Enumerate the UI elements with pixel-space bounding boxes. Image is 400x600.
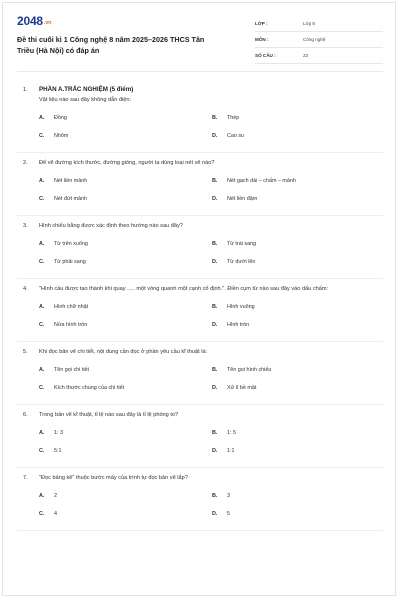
question-body bbox=[39, 405, 383, 467]
option-letter: C. bbox=[39, 133, 45, 139]
question-body bbox=[39, 216, 383, 278]
option-text: 3 bbox=[227, 493, 230, 499]
page-title: Đề thi cuối kì 1 Công nghệ 8 năm 2025–2026 THCS Tân Triều (Hà Nội) có đáp án bbox=[17, 35, 205, 55]
question-number: 3. bbox=[23, 223, 28, 229]
answer-option[interactable] bbox=[39, 364, 212, 382]
question-item bbox=[17, 342, 383, 405]
answer-option[interactable] bbox=[212, 112, 385, 130]
option-letter: D. bbox=[212, 259, 218, 265]
option-text: Từ trái sang bbox=[227, 241, 257, 247]
question-text: "Đọc bảng kê" thuộc bước mấy của trình tự đọc bản vẽ lắp? bbox=[39, 475, 188, 481]
question-number: 4. bbox=[23, 286, 28, 292]
option-letter: D. bbox=[212, 385, 218, 391]
question-list bbox=[17, 80, 383, 531]
exam-meta bbox=[255, 16, 383, 64]
answer-option[interactable] bbox=[39, 301, 212, 319]
option-text: Nét gạch dài – chấm – mảnh bbox=[227, 178, 296, 184]
option-text: Từ trên xuống bbox=[54, 241, 88, 247]
answer-options bbox=[39, 112, 383, 148]
question-body bbox=[39, 153, 383, 215]
question-text: Hình chiếu bằng được xác định theo hướng nào sau đây? bbox=[39, 223, 183, 229]
option-text: Nhôm bbox=[54, 133, 69, 139]
option-letter: B. bbox=[212, 304, 218, 310]
meta-value: 23 bbox=[303, 53, 309, 58]
option-letter: D. bbox=[212, 196, 218, 202]
question-text: Để vẽ đường kích thước, đường gióng, người ta dùng loại nét vẽ nào? bbox=[39, 160, 215, 166]
site-logo[interactable] bbox=[17, 14, 51, 28]
question-body bbox=[39, 80, 383, 152]
meta-row-class bbox=[255, 16, 383, 32]
option-text: 1: 3 bbox=[54, 430, 63, 436]
meta-value: Lớp 8 bbox=[303, 21, 315, 26]
answer-options bbox=[39, 490, 383, 526]
meta-label: LỚP : bbox=[255, 21, 268, 26]
question-number: 6. bbox=[23, 412, 28, 418]
answer-option[interactable] bbox=[212, 130, 385, 148]
option-letter: B. bbox=[212, 493, 218, 499]
option-text: Cao su bbox=[227, 133, 245, 139]
option-letter: C. bbox=[39, 259, 45, 265]
option-letter: D. bbox=[212, 511, 218, 517]
option-letter: A. bbox=[39, 367, 45, 373]
option-letter: B. bbox=[212, 367, 218, 373]
logo-text: 2048 bbox=[17, 14, 43, 28]
answer-options bbox=[39, 427, 383, 463]
answer-option[interactable] bbox=[212, 193, 385, 211]
option-letter: A. bbox=[39, 493, 45, 499]
option-letter: B. bbox=[212, 115, 218, 121]
option-letter: A. bbox=[39, 241, 45, 247]
question-item bbox=[17, 468, 383, 531]
question-item bbox=[17, 153, 383, 216]
option-letter: A. bbox=[39, 304, 45, 310]
answer-options bbox=[39, 175, 383, 211]
question-text: "Hình cầu được tạo thành khi quay ..... một vòng quanh một cạnh cố định.". Điền cụm từ nào sau đây vào dấu chấm: bbox=[39, 286, 329, 292]
option-text: 2 bbox=[54, 493, 57, 499]
option-letter: A. bbox=[39, 115, 45, 121]
answer-option[interactable] bbox=[212, 508, 385, 526]
question-item bbox=[17, 405, 383, 468]
section-title: PHẦN A.TRẮC NGHIỆM (5 điểm) bbox=[39, 86, 134, 93]
answer-options bbox=[39, 364, 383, 400]
option-letter: B. bbox=[212, 178, 218, 184]
question-text: Vật liệu nào sau đây không dẫn điện: bbox=[39, 97, 132, 103]
option-letter: B. bbox=[212, 241, 218, 247]
option-letter: A. bbox=[39, 430, 45, 436]
answer-option[interactable] bbox=[212, 238, 385, 256]
meta-value: Công nghệ bbox=[303, 37, 326, 42]
option-text: Hình chữ nhật bbox=[54, 304, 89, 310]
question-number: 5. bbox=[23, 349, 28, 355]
answer-options bbox=[39, 301, 383, 337]
answer-option[interactable] bbox=[39, 382, 212, 400]
option-letter: C. bbox=[39, 511, 45, 517]
question-item bbox=[17, 80, 383, 153]
meta-row-count bbox=[255, 48, 383, 64]
option-letter: B. bbox=[212, 430, 218, 436]
answer-option[interactable] bbox=[212, 382, 385, 400]
option-text: 1: 5 bbox=[227, 430, 236, 436]
option-text: 4 bbox=[54, 511, 57, 517]
option-text: Thép bbox=[227, 115, 240, 121]
answer-option[interactable] bbox=[39, 508, 212, 526]
option-letter: C. bbox=[39, 448, 45, 454]
option-text: Từ dưới lên bbox=[227, 259, 256, 265]
option-text: 1:1 bbox=[227, 448, 235, 454]
option-letter: C. bbox=[39, 385, 45, 391]
meta-row-subject bbox=[255, 32, 383, 48]
option-text: Hình vuông bbox=[227, 304, 255, 310]
question-body bbox=[39, 468, 383, 530]
question-body bbox=[39, 279, 383, 341]
logo-suffix: .vn bbox=[43, 20, 52, 26]
option-letter: C. bbox=[39, 322, 45, 328]
option-text: Nửa hình tròn bbox=[54, 322, 88, 328]
answer-option[interactable] bbox=[39, 445, 212, 463]
option-text: Từ phải sang bbox=[54, 259, 86, 265]
answer-option[interactable] bbox=[212, 256, 385, 274]
answer-option[interactable] bbox=[212, 301, 385, 319]
option-text: Kích thước chung của chi tiết bbox=[54, 385, 125, 391]
question-number: 1. bbox=[23, 87, 28, 93]
answer-option[interactable] bbox=[39, 319, 212, 337]
answer-option[interactable] bbox=[39, 238, 212, 256]
meta-label: MÔN : bbox=[255, 37, 269, 42]
answer-option[interactable] bbox=[212, 175, 385, 193]
question-body bbox=[39, 342, 383, 404]
answer-option[interactable] bbox=[212, 319, 385, 337]
answer-option[interactable] bbox=[39, 427, 212, 445]
answer-option[interactable] bbox=[39, 490, 212, 508]
answer-option[interactable] bbox=[212, 490, 385, 508]
answer-option[interactable] bbox=[39, 175, 212, 193]
option-text: Xử lí bề mặt bbox=[227, 385, 257, 391]
answer-option[interactable] bbox=[39, 112, 212, 130]
question-text: Trong bản vẽ kĩ thuật, tỉ lệ nào sau đây là tỉ lệ phóng to? bbox=[39, 412, 179, 418]
answer-option[interactable] bbox=[39, 256, 212, 274]
option-text: Tên gọi hình chiếu bbox=[227, 367, 272, 373]
meta-label: SỐ CÂU : bbox=[255, 53, 276, 58]
answer-options bbox=[39, 238, 383, 274]
question-text: Khi đọc bản vẽ chi tiết, nội dung cần đọc ở phần yêu cầu kĩ thuật là: bbox=[39, 349, 208, 355]
option-letter: C. bbox=[39, 196, 45, 202]
answer-option[interactable] bbox=[39, 193, 212, 211]
option-text: 5:1 bbox=[54, 448, 62, 454]
option-text: 5 bbox=[227, 511, 230, 517]
question-item bbox=[17, 279, 383, 342]
option-letter: D. bbox=[212, 448, 218, 454]
question-number: 2. bbox=[23, 160, 28, 166]
option-letter: A. bbox=[39, 178, 45, 184]
option-text: Nét liền đậm bbox=[227, 196, 258, 202]
page-header bbox=[17, 14, 383, 64]
option-text: Đồng bbox=[54, 115, 67, 121]
option-letter: D. bbox=[212, 322, 218, 328]
question-item bbox=[17, 216, 383, 279]
header-divider bbox=[17, 71, 383, 72]
question-number: 7. bbox=[23, 475, 28, 481]
option-text: Nét liền mảnh bbox=[54, 178, 88, 184]
answer-option[interactable] bbox=[212, 364, 385, 382]
option-text: Tên gọi chi tiết bbox=[54, 367, 90, 373]
option-text: Hình tròn bbox=[227, 322, 250, 328]
answer-option[interactable] bbox=[212, 427, 385, 445]
option-letter: D. bbox=[212, 133, 218, 139]
answer-option[interactable] bbox=[39, 130, 212, 148]
answer-option[interactable] bbox=[212, 445, 385, 463]
option-text: Nét đứt mảnh bbox=[54, 196, 87, 202]
